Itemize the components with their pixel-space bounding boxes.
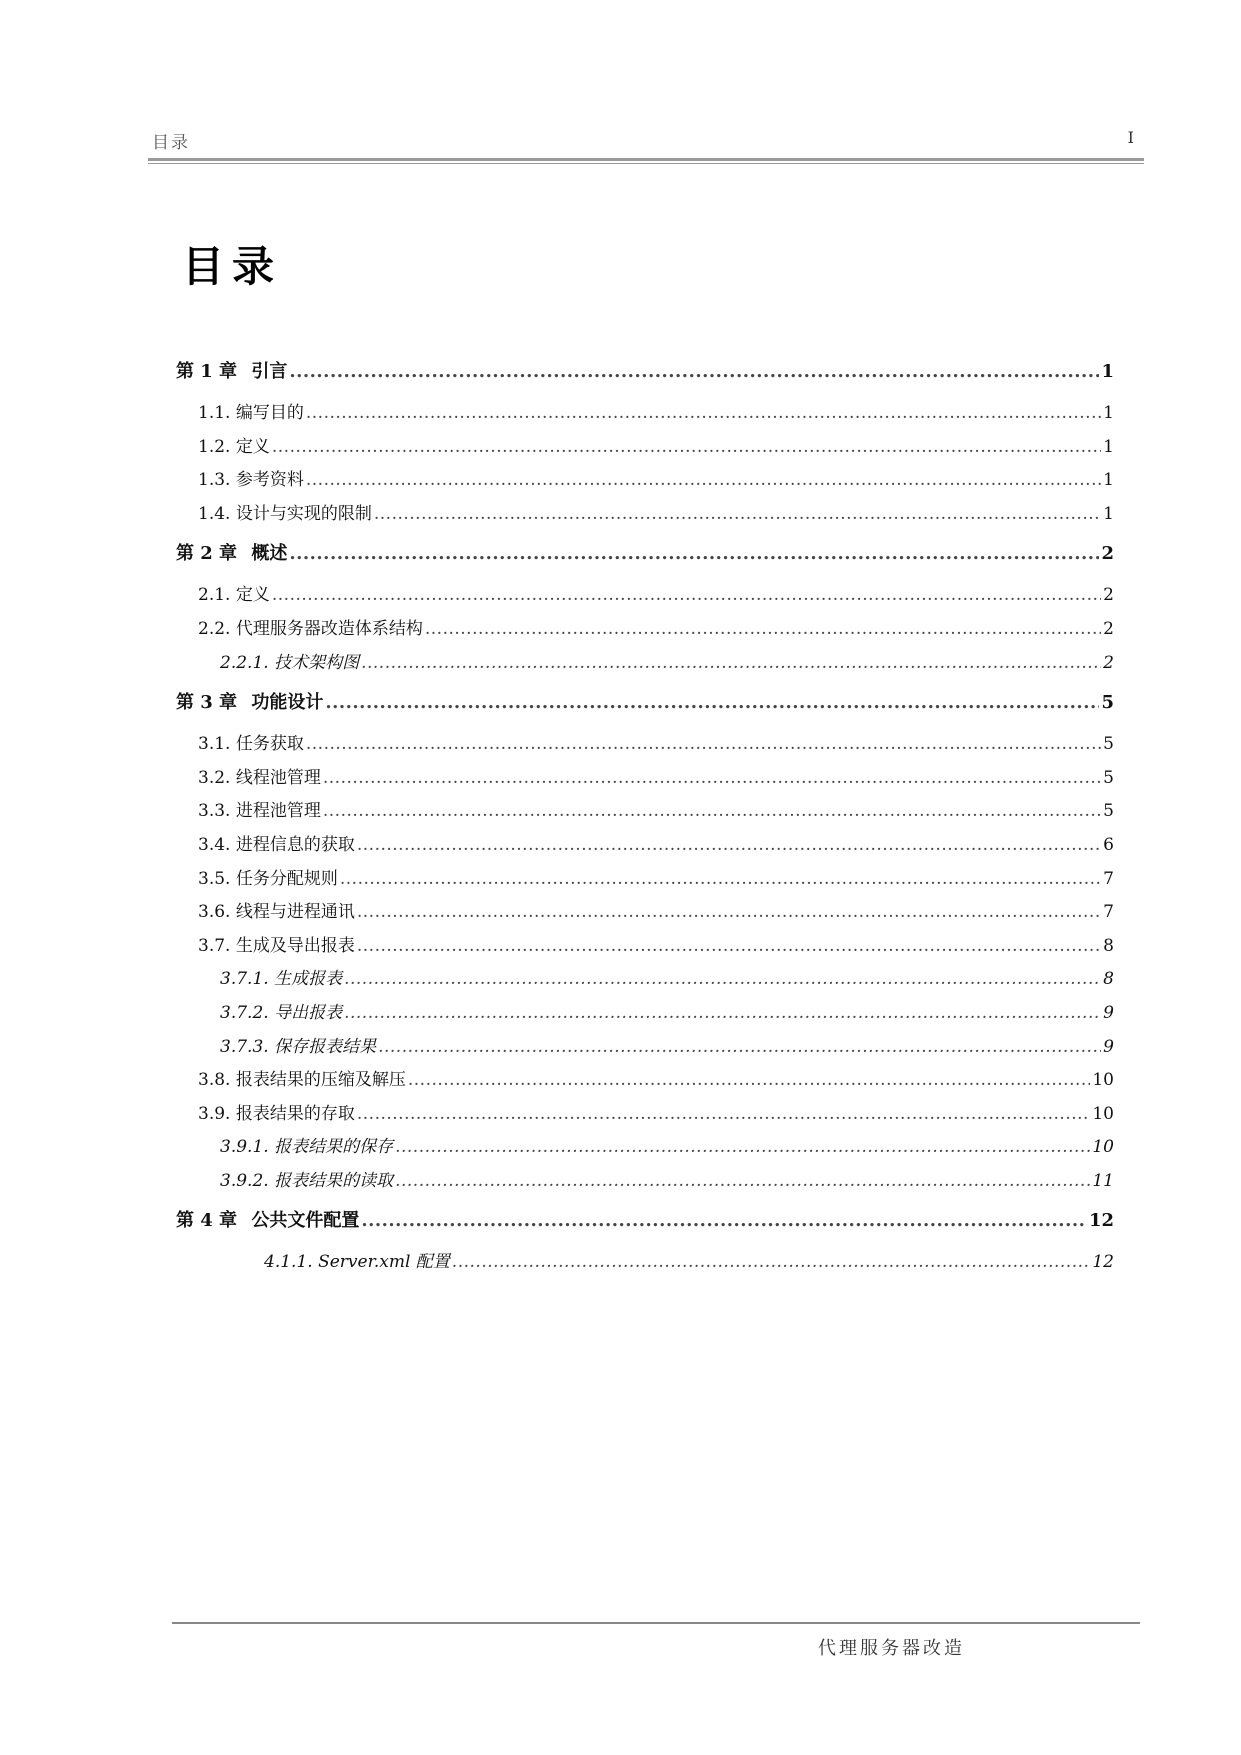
toc-entry-label <box>198 762 321 796</box>
toc-entry-label <box>198 863 338 897</box>
toc-entry-label <box>220 1165 393 1199</box>
toc-entry-number: 3.8. <box>198 1070 231 1091</box>
toc-page-number: 1 <box>1103 503 1114 524</box>
toc-entry-number: 3.9.2. <box>220 1170 269 1191</box>
toc-entry-number: 3.3. <box>198 801 231 822</box>
toc-page-number: 5 <box>1101 692 1114 714</box>
toc-entry[interactable] <box>176 896 1114 930</box>
toc-entry[interactable] <box>176 795 1114 829</box>
toc-entry-label <box>198 464 304 498</box>
toc-entry-label <box>198 579 270 613</box>
toc-entry-label <box>198 498 372 532</box>
toc-page-number: 5 <box>1103 767 1114 788</box>
toc-page-number: 8 <box>1103 969 1114 990</box>
toc-entry-label <box>198 896 355 930</box>
toc-entry-number: 3.7.3. <box>220 1036 269 1057</box>
toc-entry[interactable] <box>176 1031 1114 1065</box>
toc-page-number: 8 <box>1103 935 1114 956</box>
toc-entry-label <box>198 829 355 863</box>
toc-entry-label <box>220 997 342 1031</box>
toc-entry[interactable] <box>176 963 1114 997</box>
toc-entry-number: 第 2 章 <box>176 543 238 565</box>
toc-entry-number: 第 1 章 <box>176 361 238 382</box>
toc-entry-text: Server.xml 配置 <box>318 1252 450 1273</box>
page-title: 目录 <box>182 242 283 291</box>
toc-entry-label <box>176 1204 359 1238</box>
footer-document-name: 代理服务器改造 <box>818 1638 965 1659</box>
toc-page-number: 7 <box>1103 868 1114 889</box>
toc-leader-dots <box>374 498 1101 532</box>
toc-leader-dots <box>325 686 1099 720</box>
toc-entry-text: 引言 <box>251 361 288 382</box>
toc-entry-text: 参考资料 <box>235 470 304 491</box>
toc-entry-text: 技术架构图 <box>274 652 360 673</box>
toc-leader-dots <box>395 1131 1090 1165</box>
toc-leader-dots <box>306 397 1101 431</box>
toc-page-number: 11 <box>1092 1170 1114 1191</box>
toc-leader-dots <box>323 795 1101 829</box>
toc-page-number: 10 <box>1092 1070 1114 1091</box>
toc-entry[interactable] <box>176 1165 1114 1199</box>
toc-page-number: 12 <box>1092 1252 1114 1273</box>
toc-entry-text: 报表结果的压缩及解压 <box>235 1070 406 1091</box>
toc-entry-text: 设计与实现的限制 <box>235 503 372 524</box>
toc-entry-number: 1.2. <box>198 436 231 457</box>
toc-page-number: 2 <box>1103 652 1114 673</box>
toc-entry-number: 3.9.1. <box>220 1137 269 1158</box>
toc-page-number: 2 <box>1103 618 1114 639</box>
toc-entry[interactable] <box>176 464 1114 498</box>
toc-entry-text: 进程池管理 <box>235 801 321 822</box>
toc-entry-label <box>220 963 342 997</box>
toc-leader-dots <box>357 1098 1091 1132</box>
toc-entry-label <box>198 1098 355 1132</box>
toc-page-number: 9 <box>1103 1036 1114 1057</box>
toc-entry-number: 1.1. <box>198 403 231 423</box>
toc-chapter-entry[interactable] <box>176 686 1114 720</box>
toc-page-number: 10 <box>1092 1137 1114 1158</box>
toc-entry[interactable] <box>176 431 1114 465</box>
footer-rule <box>172 1622 1140 1624</box>
toc-entry-label <box>220 1031 376 1065</box>
toc-chapter-entry[interactable] <box>176 355 1114 389</box>
toc-entry-text: 定义 <box>235 585 270 606</box>
toc-entry-number: 3.7.2. <box>220 1002 269 1023</box>
toc-entry[interactable] <box>176 829 1114 863</box>
toc-leader-dots <box>425 613 1101 647</box>
toc-leader-dots <box>306 728 1101 762</box>
toc-page-number: 1 <box>1103 436 1114 457</box>
toc-page-number: 5 <box>1103 734 1114 755</box>
toc-entry-number: 4.1.1. <box>264 1252 313 1273</box>
toc-entry[interactable] <box>176 863 1114 897</box>
toc-page-number: 2 <box>1101 543 1114 565</box>
toc-entry[interactable] <box>176 728 1114 762</box>
toc-entry-label <box>176 537 287 571</box>
toc-entry-text: 任务获取 <box>235 734 304 755</box>
toc-entry-text: 生成报表 <box>274 969 343 990</box>
toc-leader-dots <box>323 762 1101 796</box>
toc-entry-number: 3.7.1. <box>220 969 269 990</box>
toc-entry-number: 1.4. <box>198 503 231 524</box>
toc-leader-dots <box>272 579 1101 613</box>
toc-leader-dots <box>272 431 1101 465</box>
toc-entry[interactable] <box>176 930 1114 964</box>
toc-entry[interactable] <box>176 1098 1114 1132</box>
toc-entry-text: 报表结果的读取 <box>274 1170 394 1191</box>
toc-entry-number: 1.3. <box>198 470 231 491</box>
toc-entry-label <box>220 1131 393 1165</box>
toc-entry-number: 第 3 章 <box>176 692 238 714</box>
toc-leader-dots <box>361 647 1101 681</box>
toc-entry[interactable] <box>176 498 1114 532</box>
toc-entry-text: 概述 <box>251 543 288 565</box>
toc-entry-text: 报表结果的存取 <box>235 1103 355 1124</box>
toc-entry-label <box>220 647 359 681</box>
toc-entry[interactable] <box>176 613 1114 647</box>
toc-page-number: 12 <box>1088 1210 1114 1232</box>
toc-entry-number: 第 4 章 <box>176 1210 238 1232</box>
toc-entry-text: 保存报表结果 <box>274 1036 377 1057</box>
header-section-title: 目录 <box>152 133 190 153</box>
toc-entry-number: 3.1. <box>198 734 231 755</box>
toc-entry-number: 3.6. <box>198 902 231 923</box>
toc-entry-text: 进程信息的获取 <box>235 834 355 855</box>
header-rule <box>148 158 1144 164</box>
toc-entry-number: 2.2.1. <box>220 652 269 673</box>
toc-entry[interactable] <box>176 1131 1114 1165</box>
toc-entry-label <box>198 795 321 829</box>
toc-page-number: 6 <box>1103 834 1114 855</box>
toc-entry-label <box>198 613 423 647</box>
toc-leader-dots <box>452 1246 1091 1280</box>
toc-page-number: 5 <box>1103 801 1114 822</box>
toc-leader-dots <box>289 355 1099 389</box>
toc-leader-dots <box>306 464 1101 498</box>
toc-entry[interactable] <box>176 647 1114 681</box>
toc-entry-text: 任务分配规则 <box>235 868 338 889</box>
table-of-contents <box>176 355 1114 1280</box>
toc-leader-dots <box>357 896 1101 930</box>
toc-leader-dots <box>361 1204 1087 1238</box>
toc-entry-text: 导出报表 <box>274 1002 343 1023</box>
toc-chapter-entry[interactable] <box>176 537 1114 571</box>
toc-entry-label <box>264 1246 450 1280</box>
toc-leader-dots <box>378 1031 1101 1065</box>
toc-leader-dots <box>340 863 1101 897</box>
toc-entry-number: 2.1. <box>198 585 231 606</box>
toc-leader-dots <box>289 537 1099 571</box>
toc-entry-label <box>198 431 270 465</box>
toc-entry-number: 3.9. <box>198 1103 231 1124</box>
toc-entry-label <box>176 686 323 720</box>
header-page-marker: I <box>1127 128 1134 147</box>
toc-entry-text: 功能设计 <box>251 692 324 714</box>
toc-entry-text: 定义 <box>235 436 270 457</box>
toc-leader-dots <box>357 829 1101 863</box>
toc-entry-label <box>198 930 355 964</box>
toc-page-number: 1 <box>1103 403 1114 423</box>
toc-leader-dots <box>395 1165 1090 1199</box>
toc-page-number: 10 <box>1092 1103 1114 1124</box>
toc-chapter-entry[interactable] <box>176 1204 1114 1238</box>
toc-entry-text: 编写目的 <box>235 403 304 423</box>
toc-entry[interactable] <box>176 997 1114 1031</box>
toc-page-number: 9 <box>1103 1002 1114 1023</box>
toc-page-number: 1 <box>1101 361 1114 382</box>
toc-entry-text: 线程池管理 <box>235 767 321 788</box>
toc-entry[interactable] <box>176 1064 1114 1098</box>
toc-entry-text: 代理服务器改造体系结构 <box>235 618 423 639</box>
toc-entry-label <box>198 397 304 431</box>
toc-entry[interactable] <box>176 579 1114 613</box>
toc-page-number: 1 <box>1103 470 1114 491</box>
toc-leader-dots <box>357 930 1101 964</box>
toc-entry-label <box>198 728 304 762</box>
toc-entry-number: 3.7. <box>198 935 231 956</box>
toc-entry-label <box>198 1064 406 1098</box>
toc-leader-dots <box>344 997 1101 1031</box>
page-header <box>148 128 1144 158</box>
toc-entry-number: 3.5. <box>198 868 231 889</box>
toc-entry-text: 生成及导出报表 <box>235 935 355 956</box>
toc-entry[interactable] <box>176 1246 1114 1280</box>
toc-entry-label <box>176 355 287 389</box>
toc-entry-number: 3.2. <box>198 767 231 788</box>
toc-entry-number: 2.2. <box>198 618 231 639</box>
toc-entry-text: 公共文件配置 <box>251 1210 360 1232</box>
toc-entry-text: 报表结果的保存 <box>274 1137 394 1158</box>
toc-entry-text: 线程与进程通讯 <box>235 902 355 923</box>
toc-entry-number: 3.4. <box>198 834 231 855</box>
toc-page-number: 2 <box>1103 585 1114 606</box>
toc-leader-dots <box>408 1064 1091 1098</box>
toc-page-number: 7 <box>1103 902 1114 923</box>
toc-leader-dots <box>344 963 1101 997</box>
toc-entry[interactable] <box>176 762 1114 796</box>
toc-entry[interactable] <box>176 397 1114 431</box>
